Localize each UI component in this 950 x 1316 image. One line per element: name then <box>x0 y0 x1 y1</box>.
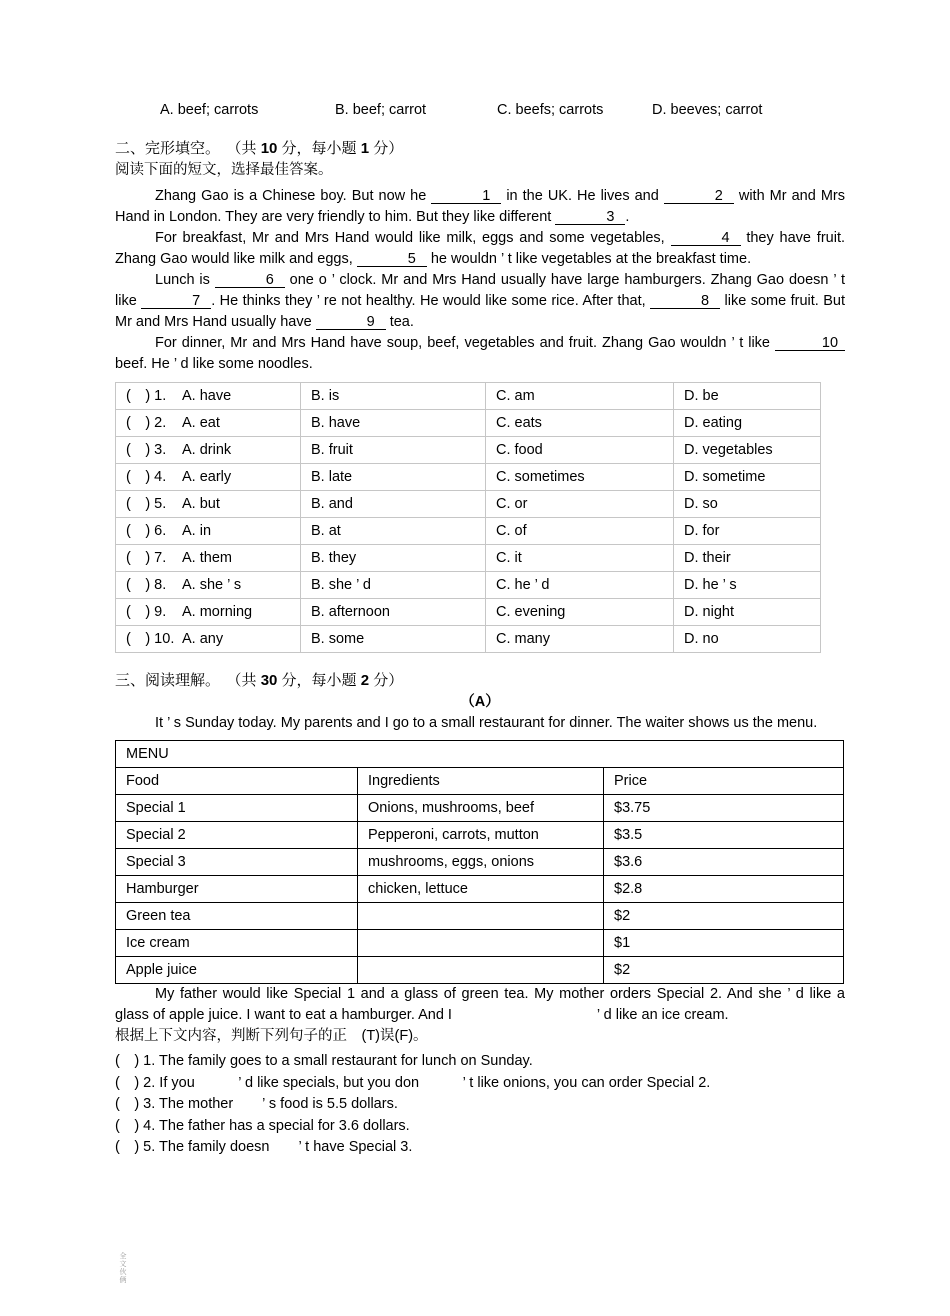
cloze-option-row <box>116 599 821 626</box>
cloze-option-cell: D. no <box>674 626 821 653</box>
question-number: ( ) 9. <box>126 603 167 620</box>
tf-instruction: 根据上下文内容，判断下列句子的正 (T)误(F)。 <box>115 1028 428 1044</box>
cloze-option-cell: D. sometime <box>674 464 821 491</box>
section3-heading <box>115 670 845 691</box>
cloze-blank-3: 3 <box>555 209 625 225</box>
cloze-option-cell: D. vegetables <box>674 437 821 464</box>
menu-cell: Special 2 <box>116 822 358 849</box>
option-b: B. beef; carrot <box>335 102 427 118</box>
option-a: A. she ’ s <box>182 576 242 593</box>
points-each: 1 <box>360 140 370 157</box>
option-a: A. drink <box>182 441 232 458</box>
cloze-option-cell: C. food <box>486 437 674 464</box>
question1-options-row <box>160 100 845 121</box>
cloze-option-cell: B. and <box>301 491 486 518</box>
option-a: A. in <box>182 522 212 539</box>
section2-points <box>234 140 403 157</box>
option-c: C. beefs; carrots <box>497 102 604 118</box>
cloze-option-cell: C. eats <box>486 410 674 437</box>
menu-cell: $2 <box>604 903 844 930</box>
menu-cell: $2 <box>604 957 844 984</box>
menu-cell: Pepperoni, carrots, mutton <box>358 822 604 849</box>
exam-page <box>115 100 845 1159</box>
question-number: ( ) 1. <box>126 387 167 404</box>
cloze-blank-6: 6 <box>215 272 285 288</box>
menu-row <box>116 957 844 984</box>
cloze-blank-4: 4 <box>671 230 741 246</box>
menu-cell: Green tea <box>116 903 358 930</box>
tf-statement: ( ) 1. The family goes to a small restaurant for lunch on Sunday. <box>115 1053 533 1069</box>
points-prefix: （共 <box>234 140 261 157</box>
option-a: A. but <box>182 495 220 512</box>
cloze-option-cell: D. for <box>674 518 821 545</box>
menu-cell: $2.8 <box>604 876 844 903</box>
cloze-blank-7: 7 <box>141 293 211 309</box>
passage-a-label: （A） <box>460 694 500 710</box>
question-number: ( ) 7. <box>126 549 167 566</box>
cloze-question-cell <box>116 383 301 410</box>
menu-row <box>116 903 844 930</box>
points-mid: 分，每小题 <box>277 140 361 157</box>
question-number: ( ) 10. <box>126 630 175 647</box>
tf-statement: ( ) 2. If you ’ d like specials, but you don ’ t like onions, you can order Special 2. <box>115 1074 711 1091</box>
cloze-option-row <box>116 464 821 491</box>
cloze-option-row <box>116 545 821 572</box>
menu-cell: Hamburger <box>116 876 358 903</box>
menu-cell <box>358 930 604 957</box>
option-a: A. beef; carrots <box>160 102 259 118</box>
cloze-option-row <box>116 383 821 410</box>
option-d: D. beeves; carrot <box>652 102 763 118</box>
question-number: ( ) 5. <box>126 495 167 512</box>
cloze-option-cell: B. she ’ d <box>301 572 486 599</box>
points-total: 10 <box>260 140 278 157</box>
tf-statements <box>115 1051 845 1159</box>
menu-row <box>116 876 844 903</box>
reading-intro: It ’ s Sunday today. My parents and I go to a small restaurant for dinner. The waiter shows us the menu. <box>155 715 818 731</box>
option-a: A. have <box>182 387 232 404</box>
option-a: A. early <box>182 468 232 485</box>
question-number: ( ) 2. <box>126 414 167 431</box>
cloze-blank-9: 9 <box>316 314 386 330</box>
menu-header-cell: Food <box>116 768 358 795</box>
menu-cell: Apple juice <box>116 957 358 984</box>
cloze-instruction: 阅读下面的短文，选择最佳答案。 <box>115 162 333 178</box>
watermark: 全文伙俩 <box>119 1252 126 1284</box>
cloze-option-row <box>116 410 821 437</box>
tf-statement: ( ) 3. The mother ’ s food is 5.5 dollars. <box>115 1096 398 1112</box>
tf-statement: ( ) 5. The family doesn ’ t have Special 3. <box>115 1139 413 1155</box>
cloze-question-cell <box>116 626 301 653</box>
question-number: ( ) 6. <box>126 522 167 539</box>
menu-cell: $1 <box>604 930 844 957</box>
points-total: 30 <box>260 672 278 689</box>
points-prefix: （共 <box>234 672 261 689</box>
cloze-option-cell: D. their <box>674 545 821 572</box>
cloze-option-cell: B. at <box>301 518 486 545</box>
option-a: A. morning <box>182 603 253 620</box>
section2-heading <box>115 138 845 159</box>
question-number: ( ) 3. <box>126 441 167 458</box>
cloze-question-cell <box>116 437 301 464</box>
menu-cell: mushrooms, eggs, onions <box>358 849 604 876</box>
cloze-option-cell: C. am <box>486 383 674 410</box>
cloze-option-cell: C. of <box>486 518 674 545</box>
cloze-option-cell: B. fruit <box>301 437 486 464</box>
option-a: A. any <box>182 630 224 647</box>
menu-cell: $3.6 <box>604 849 844 876</box>
option-a: A. eat <box>182 414 220 431</box>
menu-cell <box>358 903 604 930</box>
section3-title: 三、阅读理解。 <box>115 672 221 689</box>
cloze-option-cell: C. many <box>486 626 674 653</box>
menu-cell <box>358 957 604 984</box>
cloze-paragraph-4: For dinner, Mr and Mrs Hand have soup, beef, vegetables and fruit. Zhang Gao wouldn ’ t like 10 beef. He ’ d like some noodles. <box>115 333 845 375</box>
cloze-question-cell <box>116 464 301 491</box>
cloze-option-cell: C. sometimes <box>486 464 674 491</box>
menu-title: MENU <box>116 741 844 768</box>
cloze-option-cell: C. or <box>486 491 674 518</box>
cloze-question-cell <box>116 518 301 545</box>
cloze-blank-8: 8 <box>650 293 720 309</box>
menu-header-cell: Price <box>604 768 844 795</box>
cloze-option-row <box>116 491 821 518</box>
cloze-option-cell: B. afternoon <box>301 599 486 626</box>
menu-cell: Onions, mushrooms, beef <box>358 795 604 822</box>
menu-cell: Ice cream <box>116 930 358 957</box>
tf-statement: ( ) 4. The father has a special for 3.6 dollars. <box>115 1117 410 1134</box>
menu-header-row <box>116 768 844 795</box>
menu-title-row <box>116 741 844 768</box>
cloze-passage <box>115 186 845 375</box>
cloze-question-cell <box>116 410 301 437</box>
menu-row <box>116 930 844 957</box>
menu-table <box>115 740 844 984</box>
cloze-option-cell: C. evening <box>486 599 674 626</box>
cloze-blank-1: 1 <box>431 188 501 204</box>
reading-after-menu: My father would like Special 1 and a glass of green tea. My mother orders Special 2. And she ’ d like a glass of apple juice. I want to eat a hamburger. And I ’ d like an ice cream. <box>115 986 845 1023</box>
cloze-blank-5: 5 <box>357 251 427 267</box>
option-a: A. them <box>182 549 232 566</box>
menu-row <box>116 822 844 849</box>
cloze-question-cell <box>116 599 301 626</box>
cloze-option-cell: C. he ’ d <box>486 572 674 599</box>
menu-header-cell: Ingredients <box>358 768 604 795</box>
points-each: 2 <box>360 672 370 689</box>
cloze-option-cell: B. have <box>301 410 486 437</box>
cloze-option-cell: B. they <box>301 545 486 572</box>
cloze-option-cell: B. some <box>301 626 486 653</box>
cloze-option-cell: D. eating <box>674 410 821 437</box>
menu-cell: $3.5 <box>604 822 844 849</box>
cloze-option-cell: D. so <box>674 491 821 518</box>
points-suffix: 分） <box>369 672 404 689</box>
menu-row <box>116 849 844 876</box>
menu-cell: Special 3 <box>116 849 358 876</box>
cloze-option-cell: B. is <box>301 383 486 410</box>
cloze-option-cell: B. late <box>301 464 486 491</box>
menu-cell: chicken, lettuce <box>358 876 604 903</box>
cloze-question-cell <box>116 491 301 518</box>
section2-title: 二、完形填空。 <box>115 140 221 157</box>
menu-cell: $3.75 <box>604 795 844 822</box>
cloze-option-cell: D. night <box>674 599 821 626</box>
cloze-option-row <box>116 626 821 653</box>
question-number: ( ) 8. <box>126 576 167 593</box>
points-mid: 分，每小题 <box>277 672 361 689</box>
menu-cell: Special 1 <box>116 795 358 822</box>
cloze-question-cell <box>116 545 301 572</box>
cloze-blank-2: 2 <box>664 188 734 204</box>
points-suffix: 分） <box>369 140 404 157</box>
cloze-paragraph-1: Zhang Gao is a Chinese boy. But now he 1 in the UK. He lives and 2 with Mr and Mrs Hand in London. They are very friendly to him. But they like different 3 . <box>115 188 845 225</box>
menu-row <box>116 795 844 822</box>
cloze-option-cell: D. he ’ s <box>674 572 821 599</box>
cloze-option-cell: C. it <box>486 545 674 572</box>
cloze-option-row <box>116 572 821 599</box>
cloze-option-row <box>116 518 821 545</box>
cloze-option-row <box>116 437 821 464</box>
question-number: ( ) 4. <box>126 468 167 485</box>
cloze-blank-10: 10 <box>775 335 845 351</box>
section3-points <box>234 672 403 689</box>
cloze-question-cell <box>116 572 301 599</box>
cloze-paragraph-2: For breakfast, Mr and Mrs Hand would like milk, eggs and some vegetables, 4 they have fruit. Zhang Gao would like milk and eggs, 5 he wouldn ’ t like vegetables at the breakfast time. <box>115 230 845 267</box>
cloze-paragraph-3: Lunch is 6 one o ’ clock. Mr and Mrs Hand usually have large hamburgers. Zhang Gao doesn ’ t like 7 . He thinks they ’ re not healthy. He would like some rice. After that, 8 like some fruit. But Mr and Mrs Hand usually have 9 tea. <box>115 272 845 330</box>
cloze-options-table <box>115 382 821 653</box>
cloze-option-cell: D. be <box>674 383 821 410</box>
